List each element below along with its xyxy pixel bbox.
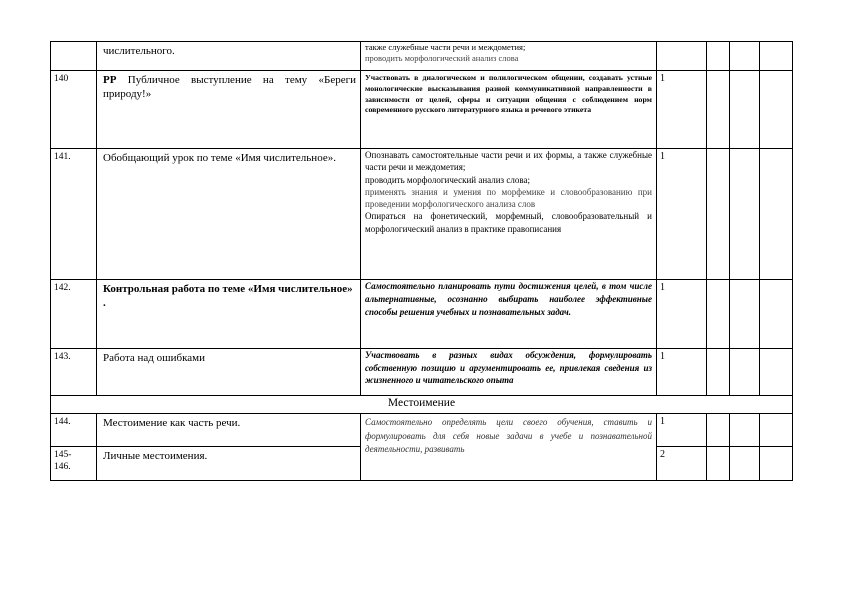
lesson-topic: Обобщающий урок по теме «Имя числительное». (97, 149, 361, 280)
lesson-activities: Участвовать в разных видах обсуждения, формулировать собственную позицию и аргументировать ее, привлекая сведения из жизненного и читательского опыта (361, 349, 657, 396)
lesson-hours: 1 (657, 280, 707, 349)
section-title: Местоимение (51, 396, 793, 414)
lesson-hours: 1 (657, 149, 707, 280)
table-row (51, 71, 793, 149)
lesson-topic: Личные местоимения. (97, 447, 361, 481)
lesson-number: 143. (51, 349, 97, 396)
empty-cell (730, 71, 760, 149)
lesson-topic: числительного. (97, 42, 361, 71)
lesson-topic: Местоимение как часть речи. (97, 414, 361, 447)
lesson-activities: Опознавать самостоятельные части речи и их формы, а также служебные части речи и междометия; проводить морфологический анализ слова; применять знания и умения по морфемике и словообразованию при проведении морфологического анализа слов Опираться на фонетический, морфемный, словообразовательный и морфологический анализ в практике правописания (361, 149, 657, 280)
lesson-plan-table (50, 41, 793, 481)
lesson-number: 144. (51, 414, 97, 447)
empty-cell (707, 349, 730, 396)
lesson-activities: Самостоятельно планировать пути достижения целей, в том числе альтернативные, осознанно выбирать наиболее эффективные способы решения учебных и познавательных задач. (361, 280, 657, 349)
lesson-topic: Контрольная работа по теме «Имя числительное» . (97, 280, 361, 349)
lesson-activities: также служебные части речи и междометия; проводить морфологический анализ слова (361, 42, 657, 71)
lesson-topic: РР Публичное выступление на тему «Береги природу!» (97, 71, 361, 149)
empty-cell (760, 71, 793, 149)
empty-cell (707, 71, 730, 149)
empty-cell (760, 349, 793, 396)
section-row (51, 396, 793, 414)
topic-prefix: РР (103, 74, 117, 86)
table-row (51, 149, 793, 280)
empty-cell (707, 447, 730, 481)
table-row (51, 280, 793, 349)
empty-cell (707, 149, 730, 280)
empty-cell (760, 414, 793, 447)
empty-cell (760, 447, 793, 481)
lesson-topic: Работа над ошибками (97, 349, 361, 396)
lesson-number: 145- 146. (51, 447, 97, 481)
lesson-hours (657, 42, 707, 71)
empty-cell (730, 280, 760, 349)
lesson-number (51, 42, 97, 71)
lesson-hours: 1 (657, 414, 707, 447)
lesson-hours: 1 (657, 71, 707, 149)
lesson-hours: 2 (657, 447, 707, 481)
empty-cell (730, 149, 760, 280)
empty-cell (730, 349, 760, 396)
table-row (51, 414, 793, 447)
table-row (51, 349, 793, 396)
lesson-number: 141. (51, 149, 97, 280)
lesson-activities: Самостоятельно определять цели своего обучения, ставить и формулировать для себя новые задачи в учебе и познавательной деятельности, развивать (361, 414, 657, 481)
table-row (51, 42, 793, 71)
lesson-activities: Участвовать в диалогическом и полилогическом общении, создавать устные монологические высказывания разной коммуникативной направленности в зависимости от целей, сферы и ситуации общения с соблюдением норм современного русского литературного языка и речевого этикета (361, 71, 657, 149)
empty-cell (760, 149, 793, 280)
lesson-number: 142. (51, 280, 97, 349)
empty-cell (707, 414, 730, 447)
empty-cell (760, 42, 793, 71)
empty-cell (730, 447, 760, 481)
lesson-number: 140 (51, 71, 97, 149)
empty-cell (707, 280, 730, 349)
empty-cell (760, 280, 793, 349)
empty-cell (730, 414, 760, 447)
empty-cell (707, 42, 730, 71)
empty-cell (730, 42, 760, 71)
lesson-hours: 1 (657, 349, 707, 396)
